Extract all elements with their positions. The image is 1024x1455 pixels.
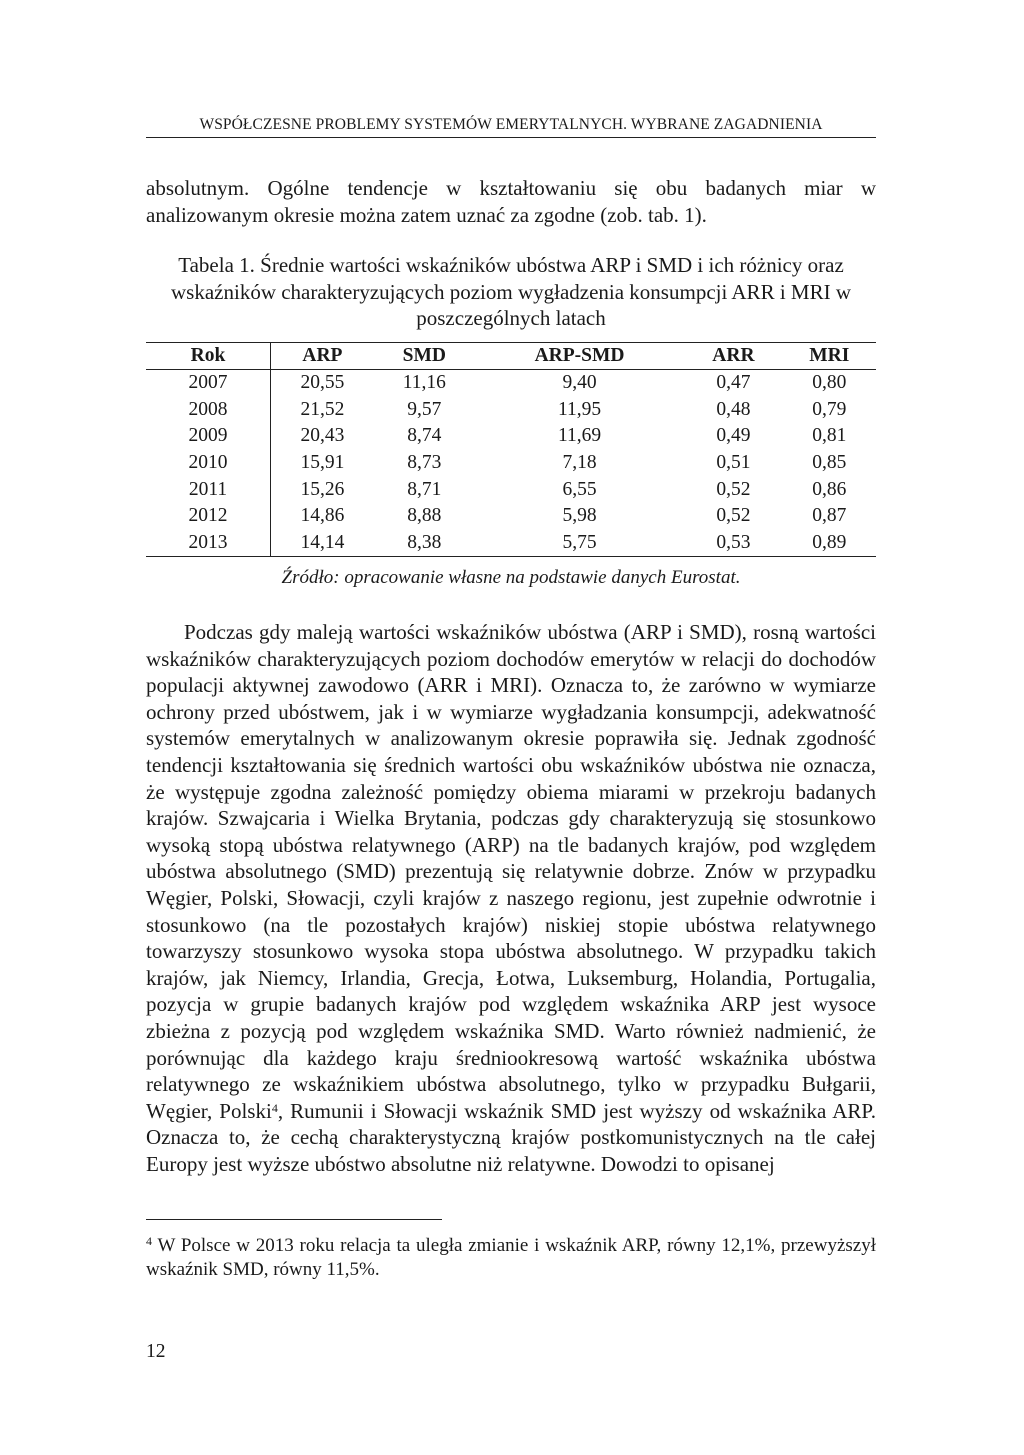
table-cell: 2010: [146, 450, 271, 477]
table-cell: 0,47: [716, 372, 751, 394]
table-row: [146, 397, 876, 424]
table-cell: 0,53: [684, 530, 782, 557]
data-table: [146, 342, 876, 557]
table-cell: 0,80: [812, 372, 847, 394]
table-row: [146, 450, 876, 477]
table-caption: Tabela 1. Średnie wartości wskaźników ubóstwa ARP i SMD i ich różnicy oraz wskaźników charakteryzujących poziom wygładzenia konsumpcji ARR i MRI w poszczególnych latach: [171, 253, 851, 331]
table-cell: 14,86: [300, 505, 345, 527]
table-cell: 9,40: [562, 372, 597, 394]
table-cell: 0,86: [812, 478, 847, 500]
footnote-number: 4: [146, 1234, 152, 1248]
column-header: MRI: [783, 343, 876, 370]
table-cell: 0,49: [716, 425, 751, 447]
table-cell: 20,55: [300, 372, 345, 394]
table-cell: 14,14: [271, 530, 374, 557]
table-header-row: [146, 343, 876, 370]
table-row: [146, 503, 876, 530]
body-text: Podczas gdy maleją wartości wskaźników ubóstwa (ARP i SMD), rosną wartości wskaźników charakteryzujących poziom dochodów emerytów w relacji do dochodów populacji aktywnej zawodowo (ARR i MRI). Oznacza to, że zarówno w wymiarze ochrony przed ubóstwem, jak i w wymiarze wygładzania konsumpcji, adekwatność systemów emerytalnych w analizowanym okresie poprawiła się. Jednak zgodność tendencji kształtowania się średnich wartości obu wskaźników ubóstwa nie oznacza, że występuje zgodna zależność pomiędzy obiema miarami w przekroju badanych krajów. Szwajcaria i Wielka Brytania, podczas gdy charakteryzują się stosunkowo wysoką stopą ubóstwa relatywnego (ARP) na tle badanych krajów, pod względem ubóstwa absolutnego (SMD) prezentują się relatywnie dobrze. Znów w przypadku Węgier, Polski, Słowacji, czyli krajów z naszego regionu, jest zupełnie odwrotnie i stosunkowo (na tle pozostałych krajów) niskiej stopie ubóstwa relatywnego towarzyszy stosunkowo wysoka stopa ubóstwa absolutnego. W przypadku takich krajów, jak Niemcy, Irlandia, Grecja, Łotwa, Luksemburg, Holandia, Portugalia, pozycja w grupie badanych krajów pod względem wskaźnika ARP jest wysoce zbieżna z pozycją pod względem wskaźnika SMD. Warto również nadmienić, że porównując dla każdego kraju średniookresową wartość wskaźnika ubóstwa relatywnego ze wskaźnikiem ubóstwa absolutnego, tylko w przypadku Bułgarii, Węgier, Polski: [146, 620, 876, 1123]
table-cell: 0,52: [716, 478, 751, 500]
table-cell: 20,43: [300, 425, 345, 447]
table-cell: 0,79: [812, 398, 847, 420]
table-cell: 11,69: [557, 425, 602, 447]
running-header: WSPÓŁCZESNE PROBLEMY SYSTEMÓW EMERYTALNYCH. WYBRANE ZAGADNIENIA: [199, 116, 823, 133]
table-cell: 0,52: [716, 505, 751, 527]
table-cell: 8,73: [407, 452, 442, 474]
table-cell: 0,87: [812, 505, 847, 527]
table-cell: 2007: [146, 370, 271, 397]
column-header: Rok: [146, 343, 271, 370]
table-cell: 5,98: [562, 505, 597, 527]
table-cell: 2008: [146, 397, 271, 424]
table-row: [146, 530, 876, 557]
table-cell: 15,26: [300, 478, 345, 500]
table-row: [146, 370, 876, 397]
table-cell: 0,89: [783, 530, 876, 557]
footnote-reference[interactable]: 4: [271, 1100, 278, 1115]
table-cell: 15,91: [300, 452, 345, 474]
table-cell: 2012: [146, 503, 271, 530]
table-cell: 8,38: [374, 530, 475, 557]
table-cell: 2011: [146, 476, 271, 503]
table-cell: 8,71: [407, 478, 442, 500]
table-cell: 8,74: [407, 425, 442, 447]
table-cell: 8,88: [407, 505, 442, 527]
table-row: [146, 476, 876, 503]
table-cell: 9,57: [407, 398, 442, 420]
table-cell: 0,48: [716, 398, 751, 420]
header-rule: [146, 137, 876, 138]
column-header: ARP: [271, 343, 374, 370]
intro-paragraph: absolutnym. Ogólne tendencje w kształtowaniu się obu badanych miar w analizowanym okresie można zatem uznać za zgodne (zob. tab. 1).: [146, 176, 876, 227]
table-cell: 7,18: [562, 452, 597, 474]
table-cell: 0,85: [812, 452, 847, 474]
body-paragraph: [146, 619, 876, 1177]
footnote-text: W Polsce w 2013 roku relacja ta uległa zmianie i wskaźnik ARP, równy 12,1%, przewyższył wskaźnik SMD, równy 11,5%.: [146, 1235, 876, 1280]
column-header: ARP-SMD: [475, 343, 684, 370]
table-cell: 11,95: [557, 398, 602, 420]
body-text-continued: , Rumunii i Słowacji wskaźnik SMD jest wyższy od wskaźnika ARP. Oznacza to, że cechą charakterystyczną krajów postkomunistycznych na tle całej Europy jest wyższe ubóstwo absolutne niż relatywne. Dowodzi to opisanej: [146, 1098, 876, 1176]
table-source-note: Źródło: opracowanie własne na podstawie danych Eurostat.: [281, 567, 741, 588]
page-number: 12: [146, 1341, 166, 1362]
column-header: SMD: [374, 343, 475, 370]
table-cell: 5,75: [475, 530, 684, 557]
table-cell: 6,55: [562, 478, 597, 500]
table-cell: 11,16: [402, 372, 446, 394]
footnote-rule: [146, 1219, 442, 1220]
table-cell: 2013: [146, 530, 271, 557]
table-cell: 0,81: [812, 425, 847, 447]
column-header: ARR: [684, 343, 782, 370]
table-cell: 21,52: [300, 398, 345, 420]
table-row: [146, 423, 876, 450]
table-cell: 0,51: [716, 452, 751, 474]
footnote: [146, 1234, 876, 1282]
table-cell: 2009: [146, 423, 271, 450]
